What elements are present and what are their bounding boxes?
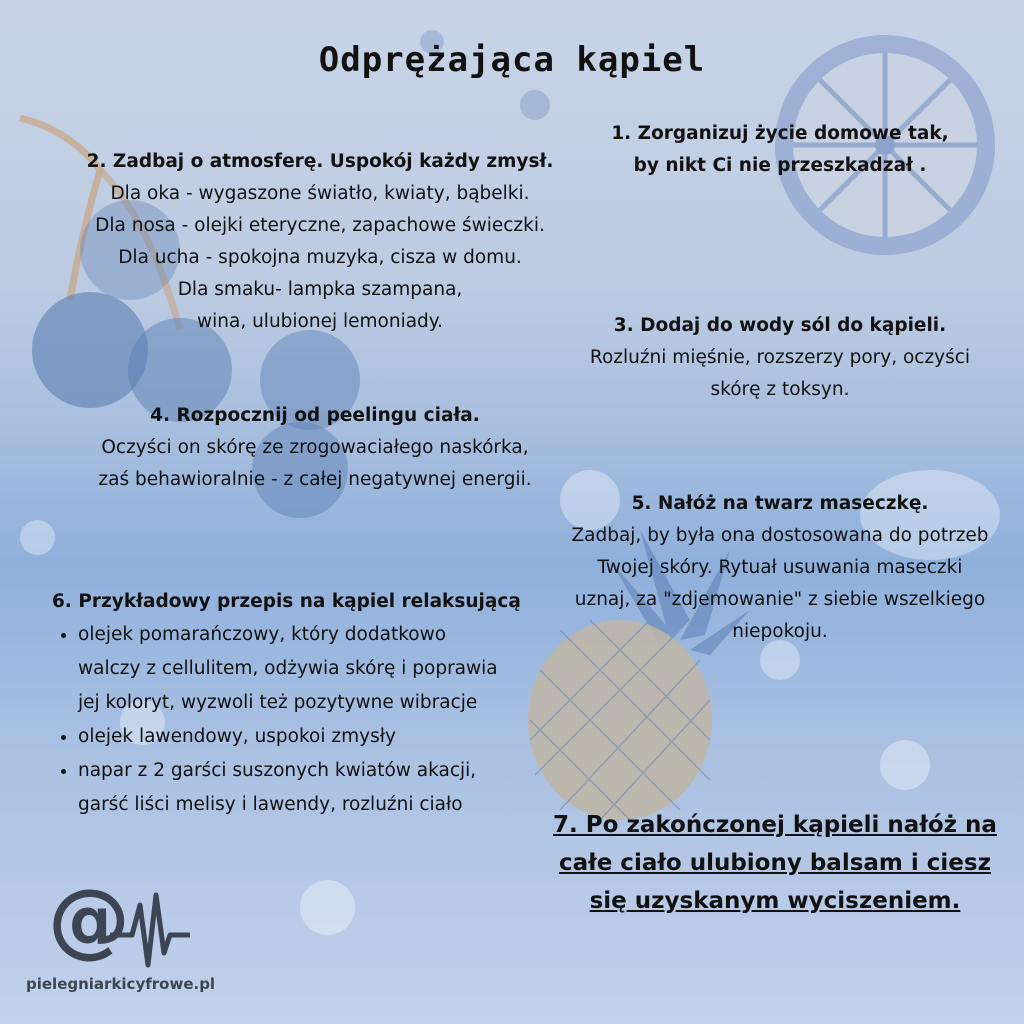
list-item-line: • olejek pomarańczowy, który dodatkowo [78,624,447,645]
section-line: by nikt Ci nie przeszkadzał . [633,155,927,176]
list-item-line: • olejek lawendowy, uspokoi zmysły [78,726,396,747]
list-item [78,754,552,822]
section-heading: 2. Zadbaj o atmosferę. Uspokój każdy zmysł. [86,151,554,172]
section-line: wina, ulubionej lemoniady. [196,311,443,332]
section-line: Dla ucha - spokojna muzyka, cisza w domu. [118,247,522,268]
section-heading: 3. Dodaj do wody sól do kąpieli. [613,315,947,336]
section-7 [540,806,1010,920]
section-line: Dla nosa - olejki eteryczne, zapachowe świeczki. [95,215,545,236]
section-line: niepokoju. [732,621,828,642]
section-line: całe ciało ulubiony balsam i ciesz [559,850,991,876]
section-5 [550,488,1010,648]
section-line: Zadbaj, by była ona dostosowana do potrzeb [571,525,989,546]
section-2 [60,146,580,338]
recipe-list [52,618,552,822]
section-3 [560,310,1000,406]
list-item-line: walczy z cellulitem, odżywia skórę i poprawia [78,658,498,679]
section-line: Rozluźni mięśnie, rozszerzy pory, oczyści [589,347,971,368]
bokeh-dot [520,90,550,120]
list-item [78,720,552,754]
bokeh-dot [300,880,355,935]
logo-icon [40,875,200,975]
section-line: Twojej skóry. Rytuał usuwania maseczki [597,557,963,578]
logo-at-symbol: @ [48,875,130,967]
section-line: skórę z toksyn. [710,379,850,400]
section-heading: 6. Przykładowy przepis na kąpiel relaksującą [52,591,521,612]
section-line: Dla smaku- lampka szampana, [177,279,463,300]
section-line: 7. Po zakończonej kąpieli nałóż na [553,812,997,838]
section-4 [50,400,580,496]
list-item-line: • napar z 2 garści suszonych kwiatów akacji, [78,760,477,781]
section-line: Oczyści on skórę ze zrogowaciałego naskórka, [101,437,529,458]
section-line: się uzyskanym wyciszeniem. [589,888,961,914]
page-title: Odprężająca kąpiel [318,40,706,80]
list-item-line: jej koloryt, wyzwoli też pozytywne wibracje [78,692,478,713]
bokeh-dot [880,740,930,790]
list-item-line: garść liści melisy i lawendy, rozluźni ciało [78,794,463,815]
section-line: uznaj, za "zdjemowanie" z siebie wszelkiego [574,589,986,610]
list-item [78,618,552,720]
section-6 [52,586,552,822]
logo-url: pielegniarkicyfrowe.pl [26,975,216,993]
section-line: zaś behawioralnie - z całej negatywnej energii. [98,469,532,490]
section-1 [560,118,1000,182]
section-line: 1. Zorganizuj życie domowe tak, [611,123,949,144]
section-line: Dla oka - wygaszone światło, kwiaty, bąbelki. [110,183,530,204]
section-heading: 4. Rozpocznij od peelingu ciała. [150,405,480,426]
section-heading: 5. Nałóż na twarz maseczkę. [631,493,929,514]
